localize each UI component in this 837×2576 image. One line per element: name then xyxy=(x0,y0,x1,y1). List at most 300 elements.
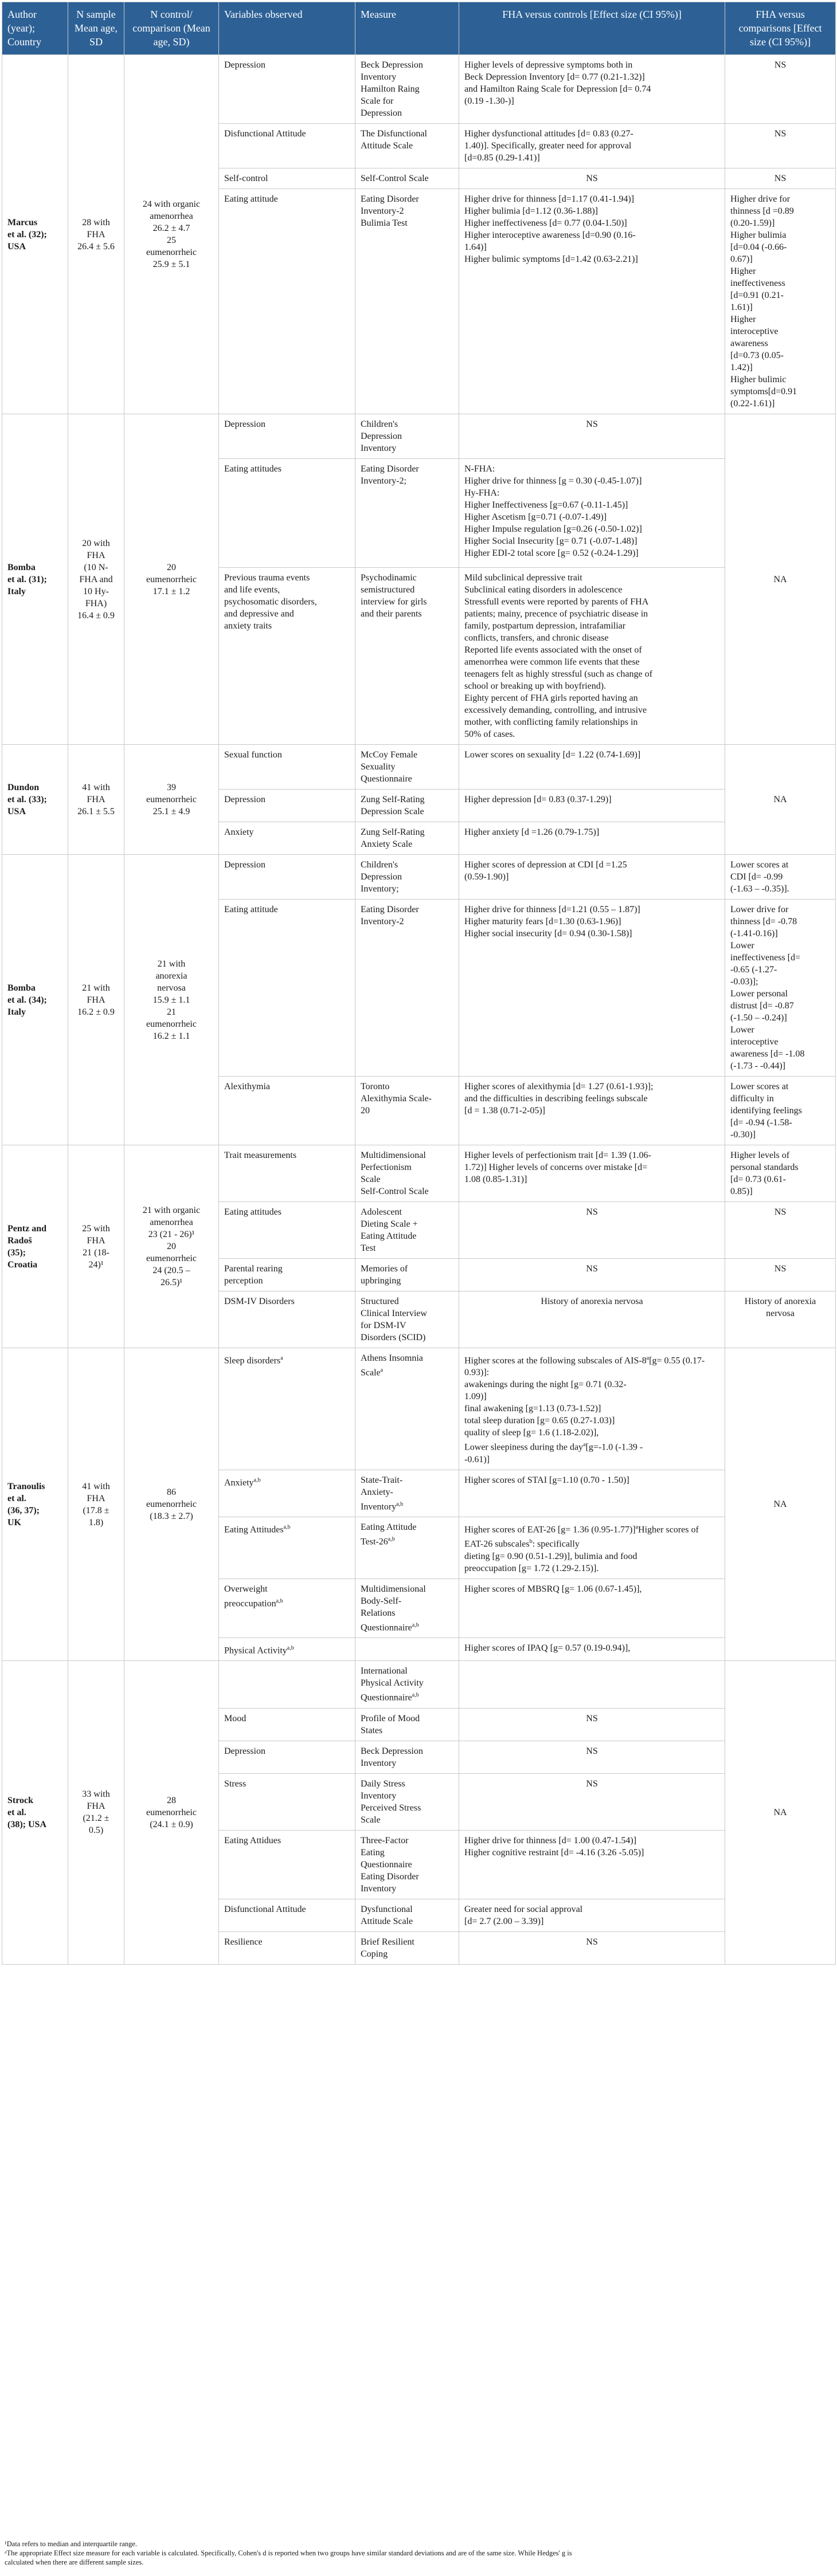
fha-vs-controls-cell xyxy=(459,1638,725,1660)
cell-line: Multidimensional xyxy=(361,1150,426,1160)
cell-line: eumenorrheic xyxy=(146,795,197,804)
cell-line: Lower scores on sexuality [d= 1.22 (0.74-1.69)] xyxy=(464,750,641,760)
cell-line: et al. xyxy=(7,1493,26,1503)
cell-line: et al. xyxy=(7,1807,26,1817)
cell-line: FHA) xyxy=(85,598,107,608)
fha-vs-controls-cell xyxy=(459,1773,725,1830)
cell-line: (0.19 -1.30-)] xyxy=(464,96,514,106)
fha-vs-controls-cell xyxy=(459,1578,725,1638)
cell-line: Stress xyxy=(224,1778,247,1789)
cell-line: Higher Social Insecurity [g= 0.71 (-0.07-1.48)] xyxy=(464,536,637,546)
cell-line: Reported life events associated with the onset of xyxy=(464,645,642,655)
cell-line: 41 with xyxy=(82,783,110,792)
footnote-marker: a,b xyxy=(283,1523,291,1530)
header-author: Author (year); Country xyxy=(2,2,68,55)
cell-line: 16.4 ± 0.9 xyxy=(77,610,115,621)
n-sample-cell xyxy=(68,1145,124,1348)
cell-line: 26.5)¹ xyxy=(160,1278,183,1287)
cell-line: Athens Insomnia xyxy=(361,1353,423,1363)
cell-line: ineffectiveness [d= xyxy=(730,953,801,963)
cell-line: perception xyxy=(224,1276,263,1286)
variable-cell xyxy=(219,1259,355,1291)
fha-vs-controls-cell xyxy=(459,1830,725,1899)
fha-vs-comparisons-cell xyxy=(725,745,836,855)
cell-line: NS xyxy=(586,1207,598,1217)
cell-line: [d = 1.38 (0.71-2-05)] xyxy=(464,1106,545,1116)
cell-line: Dysfunctional xyxy=(361,1904,413,1914)
fha-vs-controls-cell xyxy=(459,1899,725,1931)
cell-line: Clinical Interview xyxy=(361,1309,427,1318)
cell-line: Radoš xyxy=(7,1235,32,1246)
cell-line: Test xyxy=(361,1243,376,1253)
cell-line: 23 (21 - 26)¹ xyxy=(148,1230,195,1239)
cell-line: Inventory xyxy=(361,1883,397,1894)
n-control-cell xyxy=(124,745,219,855)
fha-vs-comparisons-cell xyxy=(725,1348,836,1661)
cell-line: school or breaking up with boyfriend). xyxy=(464,681,607,691)
fha-vs-controls-cell xyxy=(459,168,725,189)
cell-line: NA xyxy=(773,795,787,804)
cell-line: Perfectionism xyxy=(361,1163,412,1172)
fha-vs-comparisons-cell xyxy=(725,1661,836,1964)
cell-line: 1.09)] xyxy=(464,1392,487,1402)
cell-line: 20 xyxy=(167,1242,176,1251)
cell-line: Bulimia Test xyxy=(361,218,408,228)
cell-line: Eating attitudes xyxy=(224,1207,281,1217)
variable-cell xyxy=(219,55,355,124)
table-row xyxy=(2,745,836,790)
footnote-marker: a,b xyxy=(388,1536,395,1542)
cell-line: 41 with xyxy=(82,1481,110,1491)
cell-line: Disfunctional Attitude xyxy=(224,1904,306,1914)
n-control-cell xyxy=(124,1348,219,1661)
cell-line: Higher scores of MBSRQ [g= 1.06 (0.67-1.45)], xyxy=(464,1584,642,1594)
cell-line: Hamilton Raing xyxy=(361,84,420,94)
measure-cell xyxy=(355,1259,459,1291)
variable-cell xyxy=(219,790,355,822)
cell-line: eumenorrheic xyxy=(146,574,197,584)
cell-line: Eating Attitude xyxy=(361,1522,417,1532)
cell-line: Overweight xyxy=(224,1584,268,1594)
fha-vs-controls-cell xyxy=(459,1259,725,1291)
cell-line: Eating Disorder xyxy=(361,1871,419,1882)
cell-line: Higher drive for thinness [d= 1.00 (0.47-1.54)] xyxy=(464,1835,637,1845)
cell-line: 21 with organic xyxy=(142,1205,201,1215)
fha-vs-comparisons-cell xyxy=(725,855,836,900)
cell-line: ineffectiveness xyxy=(730,278,785,288)
cell-line: Subclinical eating disorders in adolescence xyxy=(464,585,623,595)
cell-line: [d=0.91 (0.21- xyxy=(730,290,784,300)
measure-cell xyxy=(355,1077,459,1145)
cell-line: Higher scores of STAI [g=1.10 (0.70 - 1.50)] xyxy=(464,1475,629,1485)
cell-line: Croatia xyxy=(7,1259,38,1270)
cell-line: Bomba xyxy=(7,562,36,572)
cell-line: distrust [d= -0.87 xyxy=(730,1001,794,1011)
cell-line: -0.30)] xyxy=(730,1130,756,1140)
cell-line: nervosa xyxy=(157,983,186,993)
cell-line: [d= 0.73 (0.61- xyxy=(730,1175,787,1184)
cell-line: NS xyxy=(586,174,598,183)
measure-cell xyxy=(355,822,459,855)
cell-line: teenagers felt as highly stressful (such as change of xyxy=(464,669,652,679)
cell-line: Inventory-2 xyxy=(361,917,404,926)
cell-line: Self-Control Scale xyxy=(361,1187,429,1196)
cell-line: conflicts, transfers, and chronic disease xyxy=(464,633,609,643)
cell-line: 10 Hy- xyxy=(83,586,109,596)
cell-line: Higher drive for thinness [d=1.21 (0.55 – 1.87)] xyxy=(464,905,640,914)
measure-cell xyxy=(355,1348,459,1470)
footnote-marker: b xyxy=(529,1538,533,1545)
table-row xyxy=(2,1145,836,1202)
cell-line: psychosomatic disorders, xyxy=(224,597,317,607)
cell-line: Questionnaire xyxy=(361,1859,412,1870)
cell-line: FHA xyxy=(87,795,105,804)
cell-line: Resilience xyxy=(224,1937,263,1947)
cell-line: Previous trauma events xyxy=(224,573,310,583)
cell-line: Attitude Scale xyxy=(361,141,413,151)
cell-line: Inventory xyxy=(361,1501,397,1511)
cell-line: Scale xyxy=(361,1368,381,1378)
cell-line: FHA xyxy=(87,1493,105,1503)
cell-line: Memories of xyxy=(361,1264,408,1274)
footnote-marker: a xyxy=(280,1355,283,1361)
cell-line: Inventory-2; xyxy=(361,476,406,486)
cell-line: Lower sleepiness during the day xyxy=(464,1442,584,1452)
cell-line: 20 xyxy=(361,1106,370,1116)
cell-line: Self-Control Scale xyxy=(361,174,429,183)
cell-line: 1.40)]. Specifically, greater need for approval xyxy=(464,141,632,151)
cell-line: total sleep duration [g= 0.65 (0.27-1.03)] xyxy=(464,1416,615,1426)
cell-line: Inventory xyxy=(361,1790,397,1801)
cell-line: Lower xyxy=(730,1025,754,1035)
measure-cell xyxy=(355,55,459,124)
cell-line: Higher Ascetism [g=0.71 (-0.07-1.49)] xyxy=(464,512,607,522)
cell-line: FHA xyxy=(87,1801,105,1812)
cell-line: Bomba xyxy=(7,983,36,993)
variable-cell xyxy=(219,1470,355,1517)
measure-cell xyxy=(355,168,459,189)
cell-line: Higher drive for xyxy=(730,194,790,204)
measure-cell xyxy=(355,900,459,1077)
fha-vs-controls-cell xyxy=(459,1741,725,1773)
fha-vs-comparisons-cell xyxy=(725,900,836,1077)
cell-line: (0.20-1.59)] xyxy=(730,218,775,228)
cell-line: Dieting Scale + xyxy=(361,1219,418,1229)
cell-line: [g=-1.0 (-1.39 - xyxy=(585,1442,643,1452)
cell-line: FHA xyxy=(87,995,105,1005)
cell-line: Higher bulimia xyxy=(730,230,787,240)
cell-line: NS xyxy=(586,1713,598,1723)
cell-line: Depression xyxy=(224,860,265,870)
author-text xyxy=(7,782,62,818)
cell-line: thinness [d =0.89 xyxy=(730,206,794,216)
cell-line: 21 xyxy=(167,1007,176,1017)
cell-line: NS xyxy=(586,1778,598,1789)
fha-vs-controls-cell xyxy=(459,1661,725,1708)
author-cell xyxy=(2,55,68,414)
cell-line: Zung Self-Rating xyxy=(361,795,425,804)
cell-line: N-FHA: xyxy=(464,464,495,474)
cell-line: personal standards xyxy=(730,1163,799,1172)
cell-line: 1.72)] Higher levels of concerns over mistake [d= xyxy=(464,1163,648,1172)
cell-line: NS xyxy=(586,1264,598,1274)
footnote-marker: a,b xyxy=(276,1597,283,1604)
fha-vs-controls-cell xyxy=(459,124,725,168)
cell-line: difficulty in xyxy=(730,1094,774,1104)
fha-vs-controls-cell xyxy=(459,189,725,414)
cell-line: [g= 0.55 (0.17-0.93)]: xyxy=(464,1356,705,1378)
variable-cell xyxy=(219,168,355,189)
cell-line: Italy xyxy=(7,586,26,596)
cell-line: Physical Activity xyxy=(361,1678,424,1688)
cell-line: Lower scores at xyxy=(730,1082,789,1091)
variable-cell xyxy=(219,745,355,790)
cell-line: Anxiety- xyxy=(361,1487,393,1497)
cell-line: Hy-FHA: xyxy=(464,488,500,498)
cell-line: Relations xyxy=(361,1608,396,1618)
cell-line: States xyxy=(361,1725,383,1735)
measure-cell xyxy=(355,414,459,459)
fha-vs-controls-cell xyxy=(459,568,725,745)
cell-line: [d= -0.94 (-1.58- xyxy=(730,1118,792,1128)
cell-line: 16.2 ± 1.1 xyxy=(152,1031,190,1041)
cell-line: NS xyxy=(774,129,787,139)
cell-line: Depression xyxy=(361,108,402,118)
measure-cell xyxy=(355,790,459,822)
n-sample-cell xyxy=(68,745,124,855)
cell-line: Brief Resilient xyxy=(361,1937,414,1947)
measure-cell xyxy=(355,568,459,745)
header-fha-vs-comparisons: FHA versus comparisons [Effect size (CI 95%)] xyxy=(725,2,836,55)
cell-line: Higher anxiety [d =1.26 (0.79-1.75)] xyxy=(464,827,600,837)
cell-line: Self-control xyxy=(224,174,268,183)
measure-cell xyxy=(355,1517,459,1578)
cell-line: NA xyxy=(773,1499,787,1510)
cell-line: et al. (33); xyxy=(7,795,47,804)
variable-cell xyxy=(219,1145,355,1202)
cell-line: (-1.41-0.16)] xyxy=(730,929,778,938)
cell-line: Physical Activity xyxy=(224,1646,287,1656)
cell-line: 24 (20.5 – xyxy=(152,1266,190,1275)
cell-line: Depression xyxy=(224,419,265,429)
cell-line: 17.1 ± 1.2 xyxy=(152,586,190,596)
cell-line: et al. (32); xyxy=(7,229,47,239)
cell-line: History of anorexia xyxy=(744,1297,816,1306)
n-control-cell xyxy=(124,55,219,414)
cell-line: State-Trait- xyxy=(361,1475,403,1485)
measure-cell xyxy=(355,1741,459,1773)
cell-line: Higher xyxy=(730,315,756,324)
cell-line: Higher cognitive restraint [d= -4.16 (3.26 -5.05)] xyxy=(464,1847,644,1858)
cell-line: Higher social insecurity [d= 0.94 (0.30-1.58)] xyxy=(464,929,632,938)
cell-line: 28 with xyxy=(82,217,110,227)
cell-line: semistructured xyxy=(361,585,415,595)
cell-line: 20 xyxy=(167,562,176,572)
cell-line: 24)¹ xyxy=(88,1259,104,1270)
fha-vs-comparisons-cell xyxy=(725,1145,836,1202)
cell-line: : specifically xyxy=(532,1539,580,1549)
measure-cell xyxy=(355,1708,459,1741)
measure-cell xyxy=(355,189,459,414)
cell-line: Higher scores of EAT-26 [g= 1.36 (0.95-1.77)] xyxy=(464,1525,636,1535)
cell-line: upbringing xyxy=(361,1276,401,1286)
cell-line: 0.85)] xyxy=(730,1187,753,1196)
fha-vs-comparisons-cell xyxy=(725,168,836,189)
cell-line: Beck Depression xyxy=(361,60,423,70)
cell-line: Sexuality xyxy=(361,762,396,772)
cell-line: Higher bulimic symptoms [d=1.42 (0.63-2.21)] xyxy=(464,254,638,264)
cell-line: awareness xyxy=(730,339,768,348)
cell-line: Children's xyxy=(361,419,398,429)
cell-line: awareness [d= -1.08 xyxy=(730,1049,805,1059)
fha-vs-controls-cell xyxy=(459,1470,725,1517)
n-control-cell xyxy=(124,1145,219,1348)
table-body xyxy=(2,55,836,1965)
variable-cell xyxy=(219,855,355,900)
cell-line: (-1.73 - -0.44)] xyxy=(730,1061,785,1071)
cell-line: Inventory-2 xyxy=(361,206,404,216)
variable-cell xyxy=(219,124,355,168)
cell-line: identifying feelings xyxy=(730,1106,802,1116)
header-n-control: N control/ comparison (Mean age, SD) xyxy=(124,2,219,55)
variable-cell xyxy=(219,1741,355,1773)
cell-line: 21 (18- xyxy=(83,1247,109,1258)
cell-line: Adolescent xyxy=(361,1207,402,1217)
cell-line: 1.61)] xyxy=(730,303,753,312)
cell-line: patients; mainy, precence of psychiatric disease in xyxy=(464,609,648,619)
variable-cell xyxy=(219,459,355,568)
author-cell xyxy=(2,1348,68,1661)
cell-line: anxiety traits xyxy=(224,621,272,631)
variable-cell xyxy=(219,1773,355,1830)
variable-cell xyxy=(219,1202,355,1259)
cell-line: 16.2 ± 0.9 xyxy=(77,1007,115,1017)
measure-cell xyxy=(355,1773,459,1830)
cell-line: Disfunctional Attitude xyxy=(224,129,306,139)
cell-line: symptoms[d=0.91 xyxy=(730,387,797,396)
footnote-marker: a,b xyxy=(396,1501,404,1507)
cell-line: Daily Stress xyxy=(361,1778,405,1789)
cell-line: Higher scores of alexithymia [d= 1.27 (0.61-1.93)]; xyxy=(464,1082,654,1091)
cell-line: awakenings during the night [g= 0.71 (0.32- xyxy=(464,1380,627,1390)
cell-line: thinness [d= -0.78 xyxy=(730,917,797,926)
cell-line: NS xyxy=(586,419,598,429)
measure-cell xyxy=(355,1202,459,1259)
cell-line: (18.3 ± 2.7) xyxy=(150,1511,193,1522)
cell-line: 26.1 ± 5.5 xyxy=(77,807,115,816)
cell-line: and life events, xyxy=(224,585,280,595)
cell-line: NS xyxy=(586,1746,598,1756)
cell-line: eumenorrheic xyxy=(146,1499,197,1510)
cell-line: DSM-IV Disorders xyxy=(224,1297,295,1306)
fha-vs-controls-cell xyxy=(459,414,725,459)
cell-line: Eating Attidues xyxy=(224,1835,281,1845)
cell-line: Anxiety xyxy=(224,827,254,837)
cell-line: amenorrhea were common life events that these xyxy=(464,657,640,667)
cell-line: Parental rearing xyxy=(224,1264,283,1274)
cell-line: dieting [g= 0.90 (0.51-1.29)], bulimia and food xyxy=(464,1551,637,1561)
cell-line: 25 with xyxy=(82,1223,110,1234)
cell-line: eumenorrheic xyxy=(146,248,197,257)
cell-line: Eating Attitudes xyxy=(224,1525,284,1535)
header-measure: Measure xyxy=(355,2,459,55)
variable-cell xyxy=(219,1931,355,1964)
footnote-1: ¹Data refers to median and interquartile range. xyxy=(5,2540,138,2548)
cell-line: Eating Attitude xyxy=(361,1231,417,1241)
variable-cell xyxy=(219,189,355,414)
measure-cell xyxy=(355,1638,459,1660)
cell-line: NA xyxy=(773,574,787,584)
cell-line: Eating Disorder xyxy=(361,194,419,204)
cell-line: McCoy Female xyxy=(361,750,418,760)
footnote-marker: a xyxy=(583,1442,586,1448)
cell-line: (0.22-1.61)] xyxy=(730,399,775,409)
cell-line: 28 xyxy=(167,1795,176,1805)
measure-cell xyxy=(355,124,459,168)
cell-line: 1.8) xyxy=(88,1517,104,1527)
cell-line: Higher bulimic xyxy=(730,375,787,384)
cell-line: Higher levels of depressive symptoms both in xyxy=(464,60,633,70)
fha-vs-controls-cell xyxy=(459,855,725,900)
fha-vs-comparisons-cell xyxy=(725,1259,836,1291)
author-text xyxy=(7,982,62,1018)
cell-line: Beck Depression xyxy=(361,1746,423,1756)
fha-vs-controls-cell xyxy=(459,900,725,1077)
cell-line: Lower scores at xyxy=(730,860,789,870)
cell-line: and Hamilton Raing Scale for Depression [d= 0.74 xyxy=(464,84,651,94)
cell-line: eumenorrheic xyxy=(146,1019,197,1029)
cell-line: Anxiety xyxy=(224,1477,254,1487)
cell-line: Marcus xyxy=(7,217,38,227)
fha-vs-controls-cell xyxy=(459,1708,725,1741)
cell-line: (-1.63 – -0.35)]. xyxy=(730,884,789,894)
fha-vs-controls-cell xyxy=(459,822,725,855)
cell-line: NS xyxy=(774,1207,787,1217)
footnote-2-cont: calculated when there are different sample sizes. xyxy=(5,2558,144,2566)
cell-line: (38); USA xyxy=(7,1819,46,1829)
fha-vs-comparisons-cell xyxy=(725,124,836,168)
cell-line: Depression xyxy=(224,60,265,70)
cell-line: Higher bulimia [d=1.12 (0.36-1.88)] xyxy=(464,206,598,216)
cell-line: NS xyxy=(774,60,787,70)
n-control-cell xyxy=(124,855,219,1145)
cell-line: (-1.50 – -0.24)] xyxy=(730,1013,787,1023)
footnote-marker: a,b xyxy=(412,1692,419,1699)
table-row xyxy=(2,1661,836,1708)
cell-line: Questionnaire xyxy=(361,774,412,784)
fha-vs-comparisons-cell xyxy=(725,1291,836,1348)
cell-line: Higher Impulse regulation [g=0.26 (-0.50-1.02)] xyxy=(464,524,642,534)
variable-cell xyxy=(219,1291,355,1348)
cell-line: Sexual function xyxy=(224,750,282,760)
variable-cell xyxy=(219,1517,355,1578)
cell-line: Depression xyxy=(361,431,402,441)
cell-line: Eating Disorder xyxy=(361,905,419,914)
header-n-sample: N sample Mean age, SD xyxy=(68,2,124,55)
fha-vs-controls-cell xyxy=(459,745,725,790)
author-text xyxy=(7,1481,62,1529)
variable-cell xyxy=(219,1830,355,1899)
cell-line: 15.9 ± 1.1 xyxy=(152,995,190,1005)
results-table xyxy=(2,2,836,1965)
cell-line: FHA and xyxy=(79,574,113,584)
cell-line: Three-Factor xyxy=(361,1835,409,1845)
cell-line: International xyxy=(361,1666,408,1676)
n-sample-cell xyxy=(68,1348,124,1661)
cell-line: and their parents xyxy=(361,609,422,619)
cell-line: 25.9 ± 5.1 xyxy=(152,260,190,269)
cell-line: and the difficulties in describing feelings subscale xyxy=(464,1094,648,1104)
